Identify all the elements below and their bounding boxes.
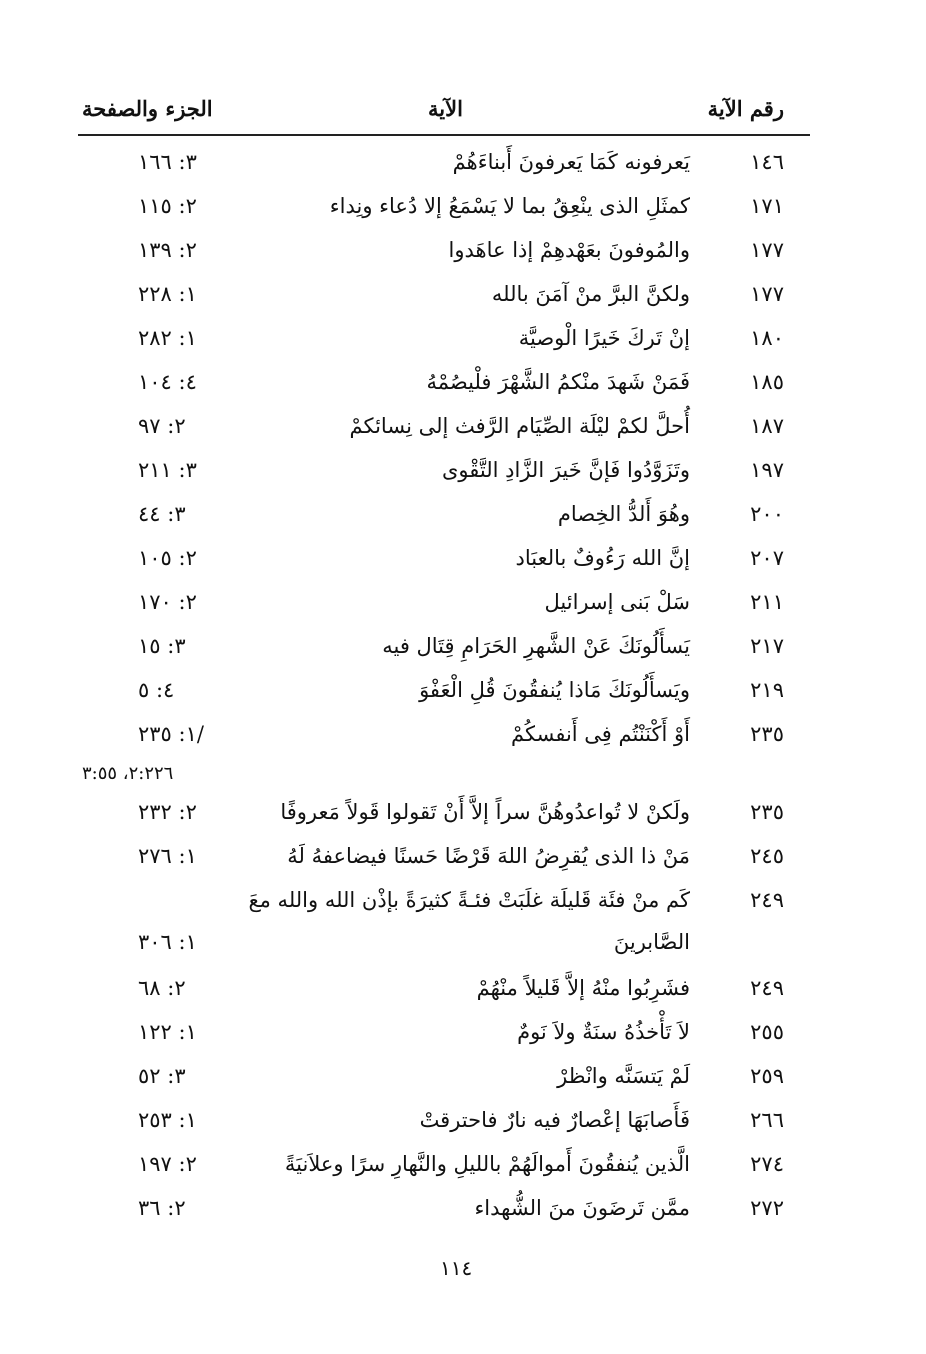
table-row xyxy=(0,1108,926,1152)
ayah-text: ولكنَّ البرَّ منْ آمَنَ بالله xyxy=(491,282,690,306)
ayah-text: وتَزَوَّدُوا فَإنَّ خَيرَ الزَّادِ التَّقْوى xyxy=(442,458,690,482)
table-row xyxy=(0,722,926,766)
table-row xyxy=(0,930,926,974)
juz-page-ref: ٢: ١١٥ xyxy=(138,194,197,218)
juz-page-ref: ١: ٢٥٣ xyxy=(138,1108,197,1132)
ayah-text: أَوْ أَكْنَنْتُم فِى أَنفسكُمْ xyxy=(511,722,690,746)
ayah-number: ١٧١ xyxy=(750,194,784,218)
ayah-text: الصَّابرينَ xyxy=(613,930,690,954)
header-divider xyxy=(78,134,810,136)
table-row xyxy=(0,888,926,932)
juz-page-ref: ٣: ٥٢ xyxy=(138,1064,186,1088)
juz-page-ref: ١: ٣٠٦ xyxy=(138,930,197,954)
table-row xyxy=(0,800,926,844)
table-row xyxy=(0,326,926,370)
juz-page-ref: ٢: ٦٨ xyxy=(138,976,186,1000)
ayah-text: فَمَنْ شَهدَ منْكمُ الشَّهْرَ فلْيصُمْهُ xyxy=(426,370,690,394)
table-row xyxy=(0,1196,926,1240)
table-row xyxy=(0,150,926,194)
ayah-text: ولَكنْ لا تُواعدُوهُنَّ سراً إلاَّ أَنْ تَقولوا قَولاً مَعروفًا xyxy=(280,800,690,824)
juz-page-ref: ٢: ٢٣٢ xyxy=(138,800,197,824)
juz-page-ref: ١: ٢٧٦ xyxy=(138,844,197,868)
table-row xyxy=(0,1064,926,1108)
ayah-number: ٢١٧ xyxy=(750,634,784,658)
juz-page-ref: ٣: ٤٤ xyxy=(138,502,186,526)
header-ayah: الآية xyxy=(428,96,463,121)
ayah-number: ٢١٩ xyxy=(750,678,784,702)
juz-page-ref: ٤: ٥ xyxy=(138,678,175,702)
ayah-number: ١٧٧ xyxy=(750,282,784,306)
ayah-text: لَمْ يَتسَنَّه وانْظرْ xyxy=(557,1064,690,1088)
ayah-number: ٢٥٩ xyxy=(750,1064,784,1088)
ayah-text: مَنْ ذا الذى يُقرِضُ اللهَ قَرْضًا حَسنًا فيضاعفهُ لَهُ xyxy=(287,844,690,868)
ayah-number: ١٨٧ xyxy=(750,414,784,438)
juz-page-ref: ١: ٢٢٨ xyxy=(138,282,197,306)
ayah-text: يَعرفونه كَمَا يَعرفونَ أَبناءَهُمْ xyxy=(452,150,690,174)
table-row xyxy=(0,546,926,590)
ayah-number: ١٤٦ xyxy=(750,150,784,174)
ayah-text: ويَسأَلُونَكَ مَاذا يُنفقُونَ قُلِ الْعَفْوَ xyxy=(419,678,690,702)
ayah-text: سَلْ بَنى إسرائيل xyxy=(544,590,690,614)
table-row xyxy=(0,976,926,1020)
ayah-text: ممَّن تَرضَونَ منَ الشُّهداء xyxy=(474,1196,690,1220)
table-row xyxy=(0,678,926,722)
juz-page-ref: ٢: ٩٧ xyxy=(138,414,186,438)
table-row xyxy=(0,590,926,634)
ayah-number: ٢١١ xyxy=(750,590,784,614)
header-ayah-number: رقم الآية xyxy=(707,96,784,121)
ayah-text: والمُوفونَ بعَهْدهِمْ إذا عاهَدوا xyxy=(448,238,690,262)
juz-page-ref: ٢: ٣٦ xyxy=(138,1196,186,1220)
header-juz-page: الجزء والصفحة xyxy=(82,96,213,121)
ayah-number: ٢٤٩ xyxy=(750,888,784,912)
ayah-number: ٢٤٩ xyxy=(750,976,784,1000)
ayah-number: ١٧٧ xyxy=(750,238,784,262)
table-row xyxy=(0,1020,926,1064)
ayah-number: ٢٧٤ xyxy=(750,1152,784,1176)
juz-page-ref: ١: ٢٣٥/ xyxy=(138,722,204,746)
juz-page-ref: ٢: ١٧٠ xyxy=(138,590,197,614)
ayah-number: ٢٥٥ xyxy=(750,1020,784,1044)
ayah-text: إنَّ الله رَءُوفٌ بالعبَاد xyxy=(515,546,690,570)
ayah-number: ٢٣٥ xyxy=(750,800,784,824)
table-row xyxy=(0,194,926,238)
juz-page-ref: ٣: ١٥ xyxy=(138,634,186,658)
ayah-number: ٢٠٧ xyxy=(750,546,784,570)
ayah-number: ٢٧٢ xyxy=(750,1196,784,1220)
ayah-text: فشَرِبُوا منْهُ إلاَّ قَليلاً منْهُمْ xyxy=(476,976,690,1000)
ayah-text: يَسأَلُونَكَ عَنْ الشَّهرِ الحَرَامِ قِتَال فيه xyxy=(382,634,690,658)
table-row xyxy=(0,370,926,414)
ayah-text: فَأَصابَهَا إعْصارٌ فيه نارٌ فاحترقتْ xyxy=(419,1108,690,1132)
juz-page-ref: ١: ٢٨٢ xyxy=(138,326,197,350)
ayah-text: أُحلَّ لكمْ ليْلَة الصِّيَام الرَّفث إلى نِسائكمْ xyxy=(349,414,690,438)
page-number: ١١٤ xyxy=(440,1256,473,1280)
juz-page-ref: ٣: ٢١١ xyxy=(138,458,197,482)
table-row xyxy=(0,458,926,502)
juz-page-ref: ٢: ١٣٩ xyxy=(138,238,197,262)
juz-page-ref: ١: ١٢٢ xyxy=(138,1020,197,1044)
table-row xyxy=(0,502,926,546)
ayah-number: ٢٣٥ xyxy=(750,722,784,746)
ayah-number: ٢٠٠ xyxy=(750,502,784,526)
ayah-text: الَّذين يُنفقُونَ أَموالَهُمْ بالليلِ والنَّهارِ سرًا وعلاَنيَةً xyxy=(284,1152,690,1176)
extra-reference: ٢:٢٢٦، ٣:٥٥ xyxy=(82,763,174,784)
juz-page-ref: ٤: ١٠٤ xyxy=(138,370,197,394)
ayah-text: كَم منْ فئَة قَليلَة غلَبَتْ فئـةً كثيرَةً بإذْن الله والله معَ xyxy=(248,888,690,912)
ayah-text: لاَ تَأْخذُهُ سنَةٌ ولاَ نَومٌ xyxy=(517,1020,690,1044)
table-row xyxy=(0,1152,926,1196)
juz-page-ref: ٣: ١٦٦ xyxy=(138,150,197,174)
ayah-text: إنْ تَركَ خَيرًا الْوصيَّة xyxy=(518,326,690,350)
juz-page-ref: ٢: ١٠٥ xyxy=(138,546,197,570)
table-row xyxy=(0,238,926,282)
ayah-number: ١٨٥ xyxy=(750,370,784,394)
table-row xyxy=(0,414,926,458)
ayah-number: ١٨٠ xyxy=(750,326,784,350)
table-row xyxy=(0,844,926,888)
ayah-text: وهُوَ أَلدُّ الخِصام xyxy=(557,502,690,526)
ayah-number: ١٩٧ xyxy=(750,458,784,482)
table-row xyxy=(0,634,926,678)
ayah-text: كمثَلِ الذى ينْعِقُ بما لا يَسْمَعُ إلا دُعاء ونِداء xyxy=(329,194,690,218)
table-row xyxy=(0,282,926,326)
ayah-number: ٢٤٥ xyxy=(750,844,784,868)
juz-page-ref: ٢: ١٩٧ xyxy=(138,1152,197,1176)
ayah-number: ٢٦٦ xyxy=(750,1108,784,1132)
